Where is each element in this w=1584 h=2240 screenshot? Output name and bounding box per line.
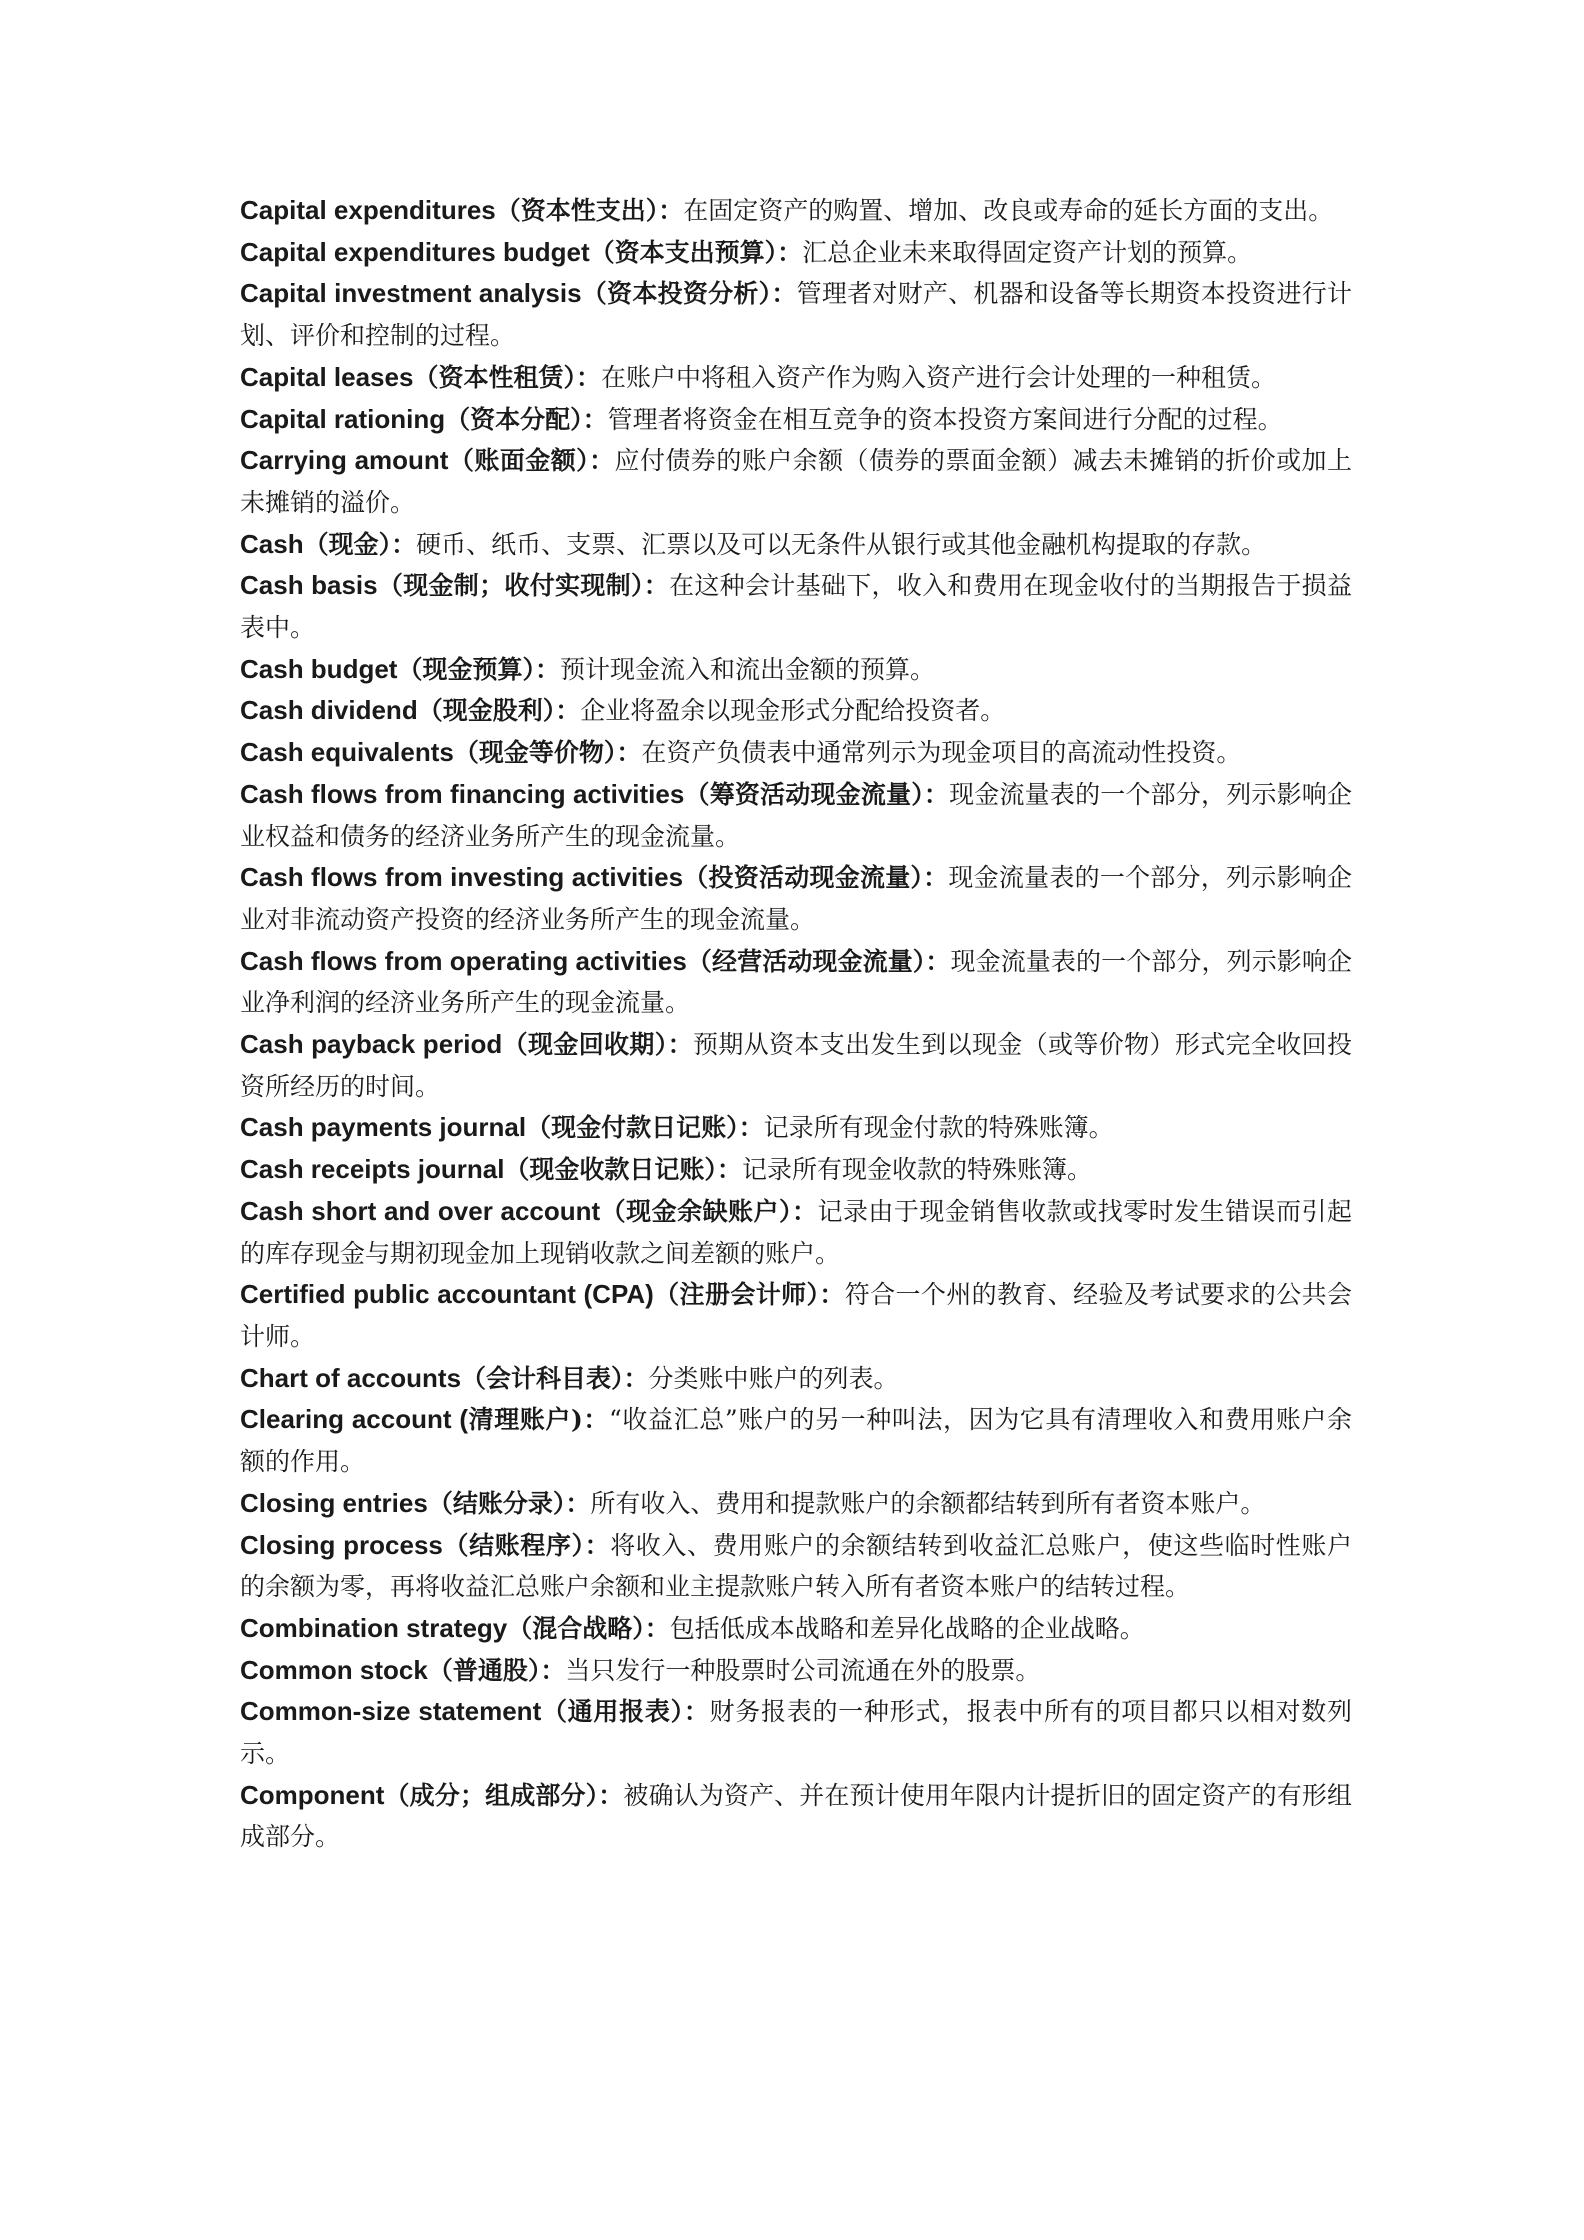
- glossary-entry: [240, 524, 1352, 566]
- glossary-entry: [240, 1149, 1352, 1191]
- glossary-entry: [240, 1358, 1352, 1400]
- entry-term: Cash: [240, 528, 304, 559]
- entry-definition: 分类账中账户的列表。: [648, 1363, 899, 1393]
- entry-term: Capital expenditures: [240, 195, 496, 225]
- entry-chinese-term: （现金预算）：: [397, 654, 560, 684]
- entry-definition: 在资产负债表中通常列示为现金项目的高流动性投资。: [641, 738, 1242, 768]
- entry-term: Cash dividend: [240, 695, 418, 726]
- entry-definition: 符合一个州的教育、经验及考试要求的公共会计师。: [240, 1280, 1352, 1351]
- entry-chinese-term: （资本投资分析）：: [581, 279, 797, 309]
- entry-definition: 现金流量表的一个部分，列示影响企业权益和债务的经济业务所产生的现金流量。: [240, 779, 1352, 851]
- entry-term: Cash flows from operating activities: [240, 945, 687, 976]
- entry-term: Cash budget: [240, 653, 398, 684]
- glossary-entry: [240, 1107, 1352, 1149]
- glossary-entry: [240, 1608, 1352, 1650]
- glossary-entry: [240, 1691, 1352, 1774]
- entry-definition: 管理者对财产、机器和设备等长期资本投资进行计划、评价和控制的过程。: [240, 279, 1352, 351]
- entry-term: Cash receipts journal: [240, 1154, 505, 1185]
- glossary-entry: [240, 232, 1352, 274]
- glossary-entry: [240, 649, 1352, 691]
- entry-chinese-term: （资本性租赁）：: [413, 362, 601, 392]
- entry-term: Capital rationing: [240, 403, 446, 434]
- entry-definition: 所有收入、费用和提款账户的余额都结转到所有者资本账户。: [590, 1488, 1266, 1518]
- entry-term: Common stock: [240, 1654, 428, 1685]
- entry-chinese-term: （混合战略）：: [507, 1613, 670, 1643]
- entry-term: Chart of accounts: [240, 1362, 462, 1393]
- glossary-entry: [240, 1483, 1352, 1525]
- entry-chinese-term: （现金付款日记账）：: [526, 1113, 764, 1143]
- entry-term: Capital investment analysis: [240, 278, 582, 309]
- entry-definition: 在这种会计基础下，收入和费用在现金收付的当期报告于损益表中。: [240, 571, 1352, 643]
- entry-term: Cash payback period: [240, 1029, 503, 1060]
- glossary-entry: [240, 440, 1352, 523]
- glossary-entry: [240, 857, 1352, 940]
- glossary-entry: [240, 273, 1352, 356]
- entry-chinese-term: （现金余缺账户）：: [600, 1196, 818, 1226]
- entry-definition: 当只发行一种股票时公司流通在外的股票。: [565, 1655, 1041, 1685]
- entry-chinese-term: （现金等价物）：: [453, 738, 642, 768]
- entry-definition: 企业将盈余以现金形式分配给投资者。: [580, 696, 1006, 726]
- entry-term: Component: [240, 1779, 385, 1810]
- entry-definition: 汇总企业未来取得固定资产计划的预算。: [802, 237, 1253, 267]
- glossary-page: [240, 190, 1352, 1858]
- entry-chinese-term: （会计科目表）：: [461, 1363, 649, 1393]
- glossary-entry: [240, 1024, 1352, 1107]
- entry-chinese-term: （普通股）：: [427, 1655, 566, 1685]
- entry-term: Capital expenditures budget: [240, 236, 590, 267]
- entry-chinese-term: （筹资活动现金流量）：: [684, 779, 950, 809]
- entry-definition: 包括低成本战略和差异化战略的企业战略。: [669, 1613, 1145, 1643]
- entry-definition: 记录所有现金付款的特殊账簿。: [763, 1113, 1114, 1143]
- glossary-entry: [240, 357, 1352, 399]
- glossary-entry: [240, 941, 1352, 1024]
- glossary-entry: [240, 399, 1352, 441]
- glossary-entry: [240, 1775, 1352, 1858]
- entry-term: Common-size statement: [240, 1696, 542, 1727]
- glossary-entry: [240, 1399, 1352, 1482]
- entry-chinese-term: （结账分录）：: [427, 1488, 591, 1518]
- entry-term: Closing process: [240, 1529, 443, 1560]
- entry-definition: 记录由于现金销售收款或找零时发生错误而引起的库存现金与期初现金加上现销收款之间差额的账户。: [240, 1196, 1352, 1268]
- entry-chinese-term: （投资活动现金流量）：: [683, 863, 949, 893]
- glossary-entry: [240, 565, 1352, 648]
- entry-definition: 将收入、费用账户的余额结转到收益汇总账户，使这些临时性账户的余额为零，再将收益汇总账户余额和业主提款账户转入所有者资本账户的结转过程。: [240, 1530, 1352, 1602]
- entry-chinese-term: 清理账户)：: [468, 1405, 610, 1435]
- entry-term: Cash flows from investing activities: [240, 862, 684, 893]
- entry-definition: 预计现金流入和流出金额的预算。: [559, 654, 935, 684]
- entry-definition: 在固定资产的购置、增加、改良或寿命的延长方面的支出。: [683, 196, 1334, 225]
- entry-chinese-term: （现金）：: [303, 529, 417, 559]
- glossary-entry: [240, 1650, 1352, 1692]
- entry-term: Clearing account (: [240, 1404, 469, 1435]
- entry-definition: 预期从资本支出发生到以现金（或等价物）形式完全收回投资所经历的时间。: [240, 1030, 1352, 1101]
- glossary-entry: [240, 732, 1352, 774]
- glossary-entry: [240, 190, 1352, 232]
- entry-definition: 现金流量表的一个部分，列示影响企业对非流动资产投资的经济业务所产生的现金流量。: [240, 863, 1352, 934]
- entry-definition: 被确认为资产、并在预计使用年限内计提折旧的固定资产的有形组成部分。: [240, 1780, 1352, 1852]
- entry-definition: 财务报表的一种形式，报表中所有的项目都只以相对数列示。: [240, 1697, 1352, 1769]
- entry-chinese-term: （成分；组成部分）：: [384, 1780, 624, 1810]
- entry-definition: 管理者将资金在相互竞争的资本投资方案间进行分配的过程。: [607, 404, 1283, 434]
- entry-term: Closing entries: [240, 1487, 428, 1518]
- entry-chinese-term: （资本性支出）：: [495, 196, 684, 225]
- entry-definition: 应付债券的账户余额（债券的票面金额）减去未摊销的折价或加上未摊销的溢价。: [240, 446, 1352, 517]
- glossary-entry: [240, 1525, 1352, 1608]
- entry-chinese-term: （资本支出预算）：: [589, 237, 803, 267]
- entry-term: Cash equivalents: [240, 737, 454, 768]
- glossary-entry: [240, 1191, 1352, 1274]
- entry-chinese-term: （资本分配）：: [445, 404, 608, 434]
- glossary-entry: [240, 1274, 1352, 1357]
- entry-term: Cash payments journal: [240, 1112, 527, 1143]
- entry-chinese-term: （现金制；收付实现制）：: [377, 571, 670, 601]
- entry-definition: 硬币、纸币、支票、汇票以及可以无条件从银行或其他金融机构提取的存款。: [416, 529, 1267, 559]
- entry-chinese-term: （通用报表）：: [541, 1697, 710, 1727]
- entry-term: Combination strategy: [240, 1612, 508, 1643]
- entry-chinese-term: （现金回收期）：: [502, 1030, 693, 1060]
- entry-term: Cash flows from financing activities: [240, 778, 685, 809]
- entry-term: Capital leases: [240, 361, 414, 392]
- entry-definition: 现金流量表的一个部分，列示影响企业净利润的经济业务所产生的现金流量。: [240, 946, 1352, 1018]
- entry-definition: 在账户中将租入资产作为购入资产进行会计处理的一种租赁。: [600, 362, 1276, 392]
- entry-term: Certified public accountant (CPA): [240, 1279, 654, 1310]
- entry-chinese-term: （注册会计师）：: [653, 1280, 845, 1310]
- glossary-entry: [240, 774, 1352, 857]
- entry-term: Carrying amount: [240, 445, 449, 476]
- glossary-entry: [240, 690, 1352, 732]
- entry-term: Cash basis: [240, 570, 378, 601]
- entry-term: Cash short and over account: [240, 1195, 601, 1226]
- entry-chinese-term: （现金股利）：: [417, 696, 581, 726]
- entry-chinese-term: （账面金额）：: [448, 446, 615, 476]
- entry-definition: 记录所有现金收款的特殊账簿。: [741, 1155, 1092, 1185]
- entry-chinese-term: （经营活动现金流量）：: [686, 946, 951, 976]
- entry-chinese-term: （结账程序）：: [442, 1530, 611, 1560]
- entry-chinese-term: （现金收款日记账）：: [504, 1155, 742, 1185]
- entry-definition: “收益汇总”账户的另一种叫法，因为它具有清理收入和费用账户余额的作用。: [240, 1405, 1352, 1477]
